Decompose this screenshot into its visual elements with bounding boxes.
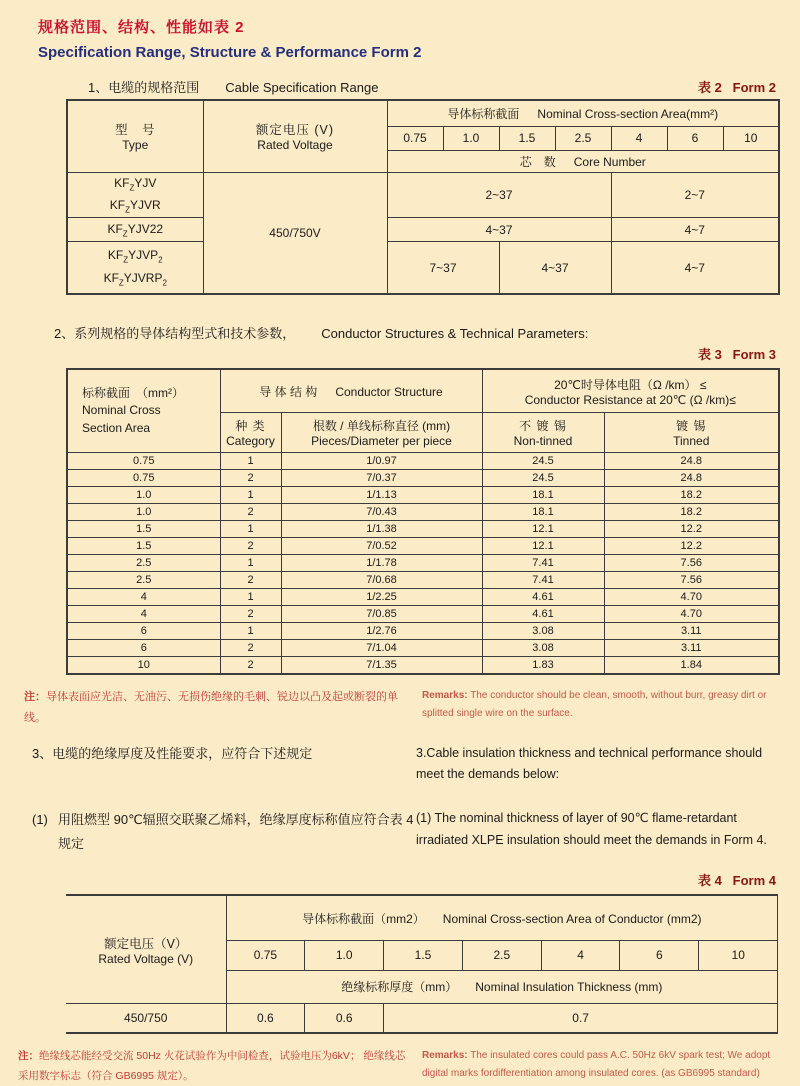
table3-cell: 7/1.35 bbox=[281, 657, 482, 674]
table3-pieces-header: 根数 / 单线标称直径 (mm) Pieces/Diameter per piece bbox=[281, 413, 482, 453]
table2-type-header bbox=[67, 100, 203, 172]
table-form3-conductor-structure bbox=[66, 368, 780, 675]
table-form2-cable-specification-range bbox=[66, 99, 780, 295]
note-text-cn: 导体表面应光洁、无油污、无损伤绝缘的毛刺、锐边以凸及起或断裂的单线。 bbox=[24, 690, 398, 724]
table3-data-row bbox=[67, 470, 779, 487]
item1-number: (1) bbox=[32, 812, 48, 828]
table3-cell: 1/2.76 bbox=[281, 623, 482, 640]
table3-cell: 2 bbox=[220, 606, 281, 623]
note-label-cn: 注： bbox=[18, 1050, 39, 1063]
table2-type-header-en: Type bbox=[122, 138, 149, 153]
table3-note-cn bbox=[24, 687, 410, 729]
table3-cell: 6 bbox=[67, 623, 220, 640]
table3-cell: 1.84 bbox=[604, 657, 779, 674]
item1-en: (1) The nominal thickness of layer of 90℃ flame-retardant irradiated XLPE insulation should meet the demands in Form 4. bbox=[416, 811, 767, 848]
table3-cell: 1 bbox=[220, 521, 281, 538]
table2-header-row1 bbox=[67, 100, 779, 126]
table3-cell: 12.1 bbox=[482, 521, 604, 538]
table2-size-cell: 10 bbox=[723, 126, 779, 150]
note-text-cn: 绝缘线芯能经受交流 50Hz 火花试验作为中间检查，试验电压为6kV； 绝缘线芯采用数字标志（符合 GB6995 规定）。 bbox=[18, 1050, 406, 1082]
table3-cell: 7/1.04 bbox=[281, 640, 482, 657]
table2-type-header-cn: 型 号 bbox=[114, 123, 156, 138]
table3-cell: 1.5 bbox=[67, 521, 220, 538]
table2-voltage-header-cn: 额定电压 (V) bbox=[255, 123, 335, 138]
table3-cell: 3.08 bbox=[482, 640, 604, 657]
table2-type-kfzyjv22 bbox=[67, 218, 203, 242]
table3-cell: 10 bbox=[67, 657, 220, 674]
table2-core-range: 4~7 bbox=[611, 218, 779, 242]
table4-data-row bbox=[66, 1003, 778, 1033]
table2-rated-voltage-value: 450/750V bbox=[203, 172, 387, 294]
table2-size-cell: 1.5 bbox=[499, 126, 555, 150]
table3-cell: 1 bbox=[220, 555, 281, 572]
remarks-label: Remarks: bbox=[422, 1050, 468, 1062]
table3-data-row bbox=[67, 572, 779, 589]
section2-heading-en: Conductor Structures & Technical Parameters: bbox=[321, 325, 589, 341]
table3-cell: 2 bbox=[220, 572, 281, 589]
table3-cell: 2.5 bbox=[67, 555, 220, 572]
table3-cell: 2 bbox=[220, 640, 281, 657]
table3-cell: 1.83 bbox=[482, 657, 604, 674]
table2-type-kfzyjvp2-kfzyjvrp2 bbox=[67, 242, 203, 294]
table3-cell: 4.61 bbox=[482, 606, 604, 623]
table3-cell: 1.5 bbox=[67, 538, 220, 555]
remarks-text: The insulated cores could pass A.C. 50Hz 6kV spark test; We adopt digital marks fordifferentiation among insulated cores. (as GB6995 standard) bbox=[422, 1050, 771, 1080]
table3-cell: 18.1 bbox=[482, 504, 604, 521]
table3-cell: 12.2 bbox=[604, 521, 779, 538]
table3-cell: 1/1.38 bbox=[281, 521, 482, 538]
table3-cell: 7/0.43 bbox=[281, 504, 482, 521]
table3-cell: 1 bbox=[220, 589, 281, 606]
table2-core-range: 4~37 bbox=[499, 242, 611, 294]
table3-cell: 7.41 bbox=[482, 555, 604, 572]
table4-remarks-row bbox=[18, 1047, 774, 1086]
table3-cell: 24.8 bbox=[604, 453, 779, 470]
remarks-text: The conductor should be clean, smooth, without burr, greasy dirt or splitted single wire on the surface. bbox=[422, 689, 767, 719]
table2-area-header-cn: 导体标称截面 bbox=[447, 106, 520, 121]
table3-cell: 24.8 bbox=[604, 470, 779, 487]
cable-type: $KF_ZYJV22$ bbox=[107, 221, 164, 238]
section2-heading bbox=[54, 323, 588, 342]
table3-cell: 3.08 bbox=[482, 623, 604, 640]
table2-size-cell: 4 bbox=[611, 126, 667, 150]
page-title-english: Specification Range, Structure & Performance Form 2 bbox=[38, 44, 422, 61]
table3-cell: 1/2.25 bbox=[281, 589, 482, 606]
table2-core-range: 2~37 bbox=[387, 172, 611, 218]
table3-data-row bbox=[67, 657, 779, 674]
table3-data-row bbox=[67, 538, 779, 555]
table3-cell: 18.2 bbox=[604, 504, 779, 521]
table3-cell: 7/0.37 bbox=[281, 470, 482, 487]
table2-voltage-header-en: Rated Voltage bbox=[257, 138, 333, 153]
table3-data-row bbox=[67, 521, 779, 538]
table4-remarks-en bbox=[422, 1047, 774, 1086]
table3-cell: 18.1 bbox=[482, 487, 604, 504]
table2-area-header-en: Nominal Cross-section Area(mm²) bbox=[537, 106, 719, 121]
table3-data-row bbox=[67, 640, 779, 657]
table3-data-row bbox=[67, 606, 779, 623]
table4-size-cell: 1.5 bbox=[384, 940, 463, 970]
table3-header-row1 bbox=[67, 369, 779, 413]
table3-cell: 12.1 bbox=[482, 538, 604, 555]
table3-cell: 3.11 bbox=[604, 640, 779, 657]
table4-thickness-value: 0.7 bbox=[384, 1003, 778, 1033]
table3-area-cn: 标称截面 （mm²） bbox=[82, 385, 184, 400]
form4-tag: 表 4 Form 4 bbox=[697, 873, 776, 889]
table3-cell: 4 bbox=[67, 589, 220, 606]
table4-size-cell: 4 bbox=[541, 940, 620, 970]
table3-resistance-en: Conductor Resistance at 20℃ (Ω /km)≤ bbox=[524, 392, 736, 407]
table3-cell: 1/1.13 bbox=[281, 487, 482, 504]
table2-type-kfzyjv-kfzyjvr bbox=[67, 172, 203, 218]
table3-cell: 4 bbox=[67, 606, 220, 623]
table3-cell: 1/1.78 bbox=[281, 555, 482, 572]
table3-cell: 1 bbox=[220, 453, 281, 470]
table3-resistance-header bbox=[482, 369, 779, 413]
table3-cell: 3.11 bbox=[604, 623, 779, 640]
item1-cn bbox=[32, 808, 414, 856]
section2-heading-cn: 2、系列规格的导体结构型式和技术参数， bbox=[54, 325, 296, 341]
table3-data-row bbox=[67, 453, 779, 470]
table3-cell: 7/0.68 bbox=[281, 572, 482, 589]
table2-core-range: 2~7 bbox=[611, 172, 779, 218]
table3-cell: 2 bbox=[220, 470, 281, 487]
table4-thickness-en: Nominal Insulation Thickness (mm) bbox=[475, 980, 663, 995]
table4-size-cell: 10 bbox=[699, 940, 778, 970]
section3-row bbox=[32, 743, 774, 787]
section1-heading-cn: 1、电缆的规格范围 bbox=[88, 80, 200, 95]
table4-size-cell: 2.5 bbox=[462, 940, 541, 970]
table4-thickness-value: 0.6 bbox=[226, 1003, 305, 1033]
table4-size-cell: 6 bbox=[620, 940, 699, 970]
table2-size-cell: 1.0 bbox=[443, 126, 499, 150]
table3-cell: 18.2 bbox=[604, 487, 779, 504]
table3-data-row bbox=[67, 487, 779, 504]
table3-cell: 7.56 bbox=[604, 555, 779, 572]
table3-nominal-area-header bbox=[67, 369, 220, 453]
table3-cell: 7.56 bbox=[604, 572, 779, 589]
form3-tag-row bbox=[0, 344, 776, 364]
form3-tag: 表 3 Form 3 bbox=[697, 346, 776, 362]
table2-size-cell: 2.5 bbox=[555, 126, 611, 150]
table3-structure-cn: 导 体 结 构 bbox=[259, 384, 318, 399]
table4-voltage-value: 450/750 bbox=[66, 1003, 226, 1033]
table3-cell: 7/0.85 bbox=[281, 606, 482, 623]
table2-data-row-1 bbox=[67, 172, 779, 218]
table2-size-cell: 6 bbox=[667, 126, 723, 150]
table2-core-number-en: Core Number bbox=[573, 154, 646, 169]
table3-cell: 1 bbox=[220, 487, 281, 504]
table3-category-header: 种 类 Category bbox=[220, 413, 281, 453]
table4-header-row1 bbox=[66, 895, 778, 940]
cable-type: $KF_ZYJVRP_2$ bbox=[103, 270, 167, 287]
table2-data-row-3 bbox=[67, 242, 779, 294]
table3-cell: 24.5 bbox=[482, 470, 604, 487]
section3-en: 3.Cable insulation thickness and technical performance should meet the demands below: bbox=[416, 745, 763, 782]
table-form4-insulation-thickness bbox=[66, 894, 778, 1034]
table3-cell: 24.5 bbox=[482, 453, 604, 470]
table3-data-row bbox=[67, 555, 779, 572]
table3-cell: 6 bbox=[67, 640, 220, 657]
cable-type: $KF_ZYJV$ bbox=[114, 175, 157, 192]
table2-core-range: 4~37 bbox=[387, 218, 611, 242]
table3-cell: 12.2 bbox=[604, 538, 779, 555]
table3-structure-en: Conductor Structure bbox=[335, 384, 443, 399]
document-page bbox=[0, 16, 800, 1082]
table3-tinned-header: 镀 锡 Tinned bbox=[604, 413, 779, 453]
remarks-label: Remarks: bbox=[422, 689, 468, 701]
table4-size-cell: 0.75 bbox=[226, 940, 305, 970]
table2-size-cell: 0.75 bbox=[387, 126, 443, 150]
table2-data-row-2 bbox=[67, 218, 779, 242]
item1-text-cn: 用阻燃型 90℃辐照交联聚乙烯料，绝缘厚度标称值应符合表 4 规定 bbox=[58, 812, 414, 852]
table3-cell: 7.41 bbox=[482, 572, 604, 589]
table2-core-range: 4~7 bbox=[611, 242, 779, 294]
table4-thickness-value: 0.6 bbox=[305, 1003, 384, 1033]
section1-heading bbox=[88, 77, 378, 96]
table4-thickness-cn: 绝缘标称厚度（mm） bbox=[341, 980, 458, 995]
table3-data-row bbox=[67, 504, 779, 521]
table2-core-number-cn: 芯 数 bbox=[519, 154, 556, 169]
form2-tag: 表 2 Form 2 bbox=[697, 80, 776, 95]
table3-data-row bbox=[67, 589, 779, 606]
table3-remarks-row bbox=[24, 687, 774, 729]
table4-note-cn bbox=[18, 1047, 410, 1086]
table3-cell: 1.0 bbox=[67, 504, 220, 521]
page-title-chinese: 规格范围、结构、性能如表 2 bbox=[38, 19, 245, 36]
section3-cn: 3、电缆的绝缘厚度及性能要求，应符合下述规定 bbox=[32, 745, 313, 761]
table3-resistance-cn: 20℃时导体电阻（Ω /km） ≤ bbox=[554, 377, 707, 392]
cable-type: $KF_ZYJVR$ bbox=[109, 197, 161, 215]
table3-cell: 1.0 bbox=[67, 487, 220, 504]
section1-heading-en: Cable Specification Range bbox=[225, 80, 379, 95]
table3-area-en1: Nominal Cross bbox=[82, 403, 161, 418]
table3-remarks-en bbox=[422, 687, 774, 729]
table2-core-number-header bbox=[387, 150, 779, 172]
table3-cell: 0.75 bbox=[67, 453, 220, 470]
table4-voltage-header: 额定电压（V） Rated Voltage (V) bbox=[66, 895, 226, 1003]
table3-nontinned-header: 不 镀 锡 Non-tinned bbox=[482, 413, 604, 453]
table3-cell: 2.5 bbox=[67, 572, 220, 589]
cable-type: $KF_ZYJVP_2$ bbox=[107, 248, 163, 265]
table3-cell: 1/0.97 bbox=[281, 453, 482, 470]
table3-cell: 7/0.52 bbox=[281, 538, 482, 555]
table3-area-en2: Section Area bbox=[82, 420, 151, 435]
table3-data-row bbox=[67, 623, 779, 640]
table3-cell: 4.61 bbox=[482, 589, 604, 606]
section2-heading-row bbox=[54, 323, 776, 342]
table2-voltage-header bbox=[203, 100, 387, 172]
table3-cell: 2 bbox=[220, 538, 281, 555]
table3-cell: 4.70 bbox=[604, 589, 779, 606]
table3-conductor-structure-header bbox=[220, 369, 482, 413]
table3-cell: 0.75 bbox=[67, 470, 220, 487]
item1-row bbox=[32, 808, 774, 856]
table4-area-header bbox=[226, 895, 778, 940]
table3-cell: 2 bbox=[220, 657, 281, 674]
table4-area-cn: 导体标称截面（mm2） bbox=[302, 911, 425, 926]
table3-cell: 4.70 bbox=[604, 606, 779, 623]
table2-area-header bbox=[387, 100, 779, 126]
note-label-cn: 注： bbox=[24, 690, 46, 703]
form4-tag-row bbox=[0, 870, 776, 890]
table3-cell: 1 bbox=[220, 623, 281, 640]
table4-area-en: Nominal Cross-section Area of Conductor (mm2) bbox=[442, 911, 702, 926]
table2-core-range: 7~37 bbox=[387, 242, 499, 294]
table4-thickness-header bbox=[226, 970, 778, 1003]
table4-size-cell: 1.0 bbox=[305, 940, 384, 970]
table3-cell: 2 bbox=[220, 504, 281, 521]
section1-heading-row bbox=[88, 77, 776, 96]
